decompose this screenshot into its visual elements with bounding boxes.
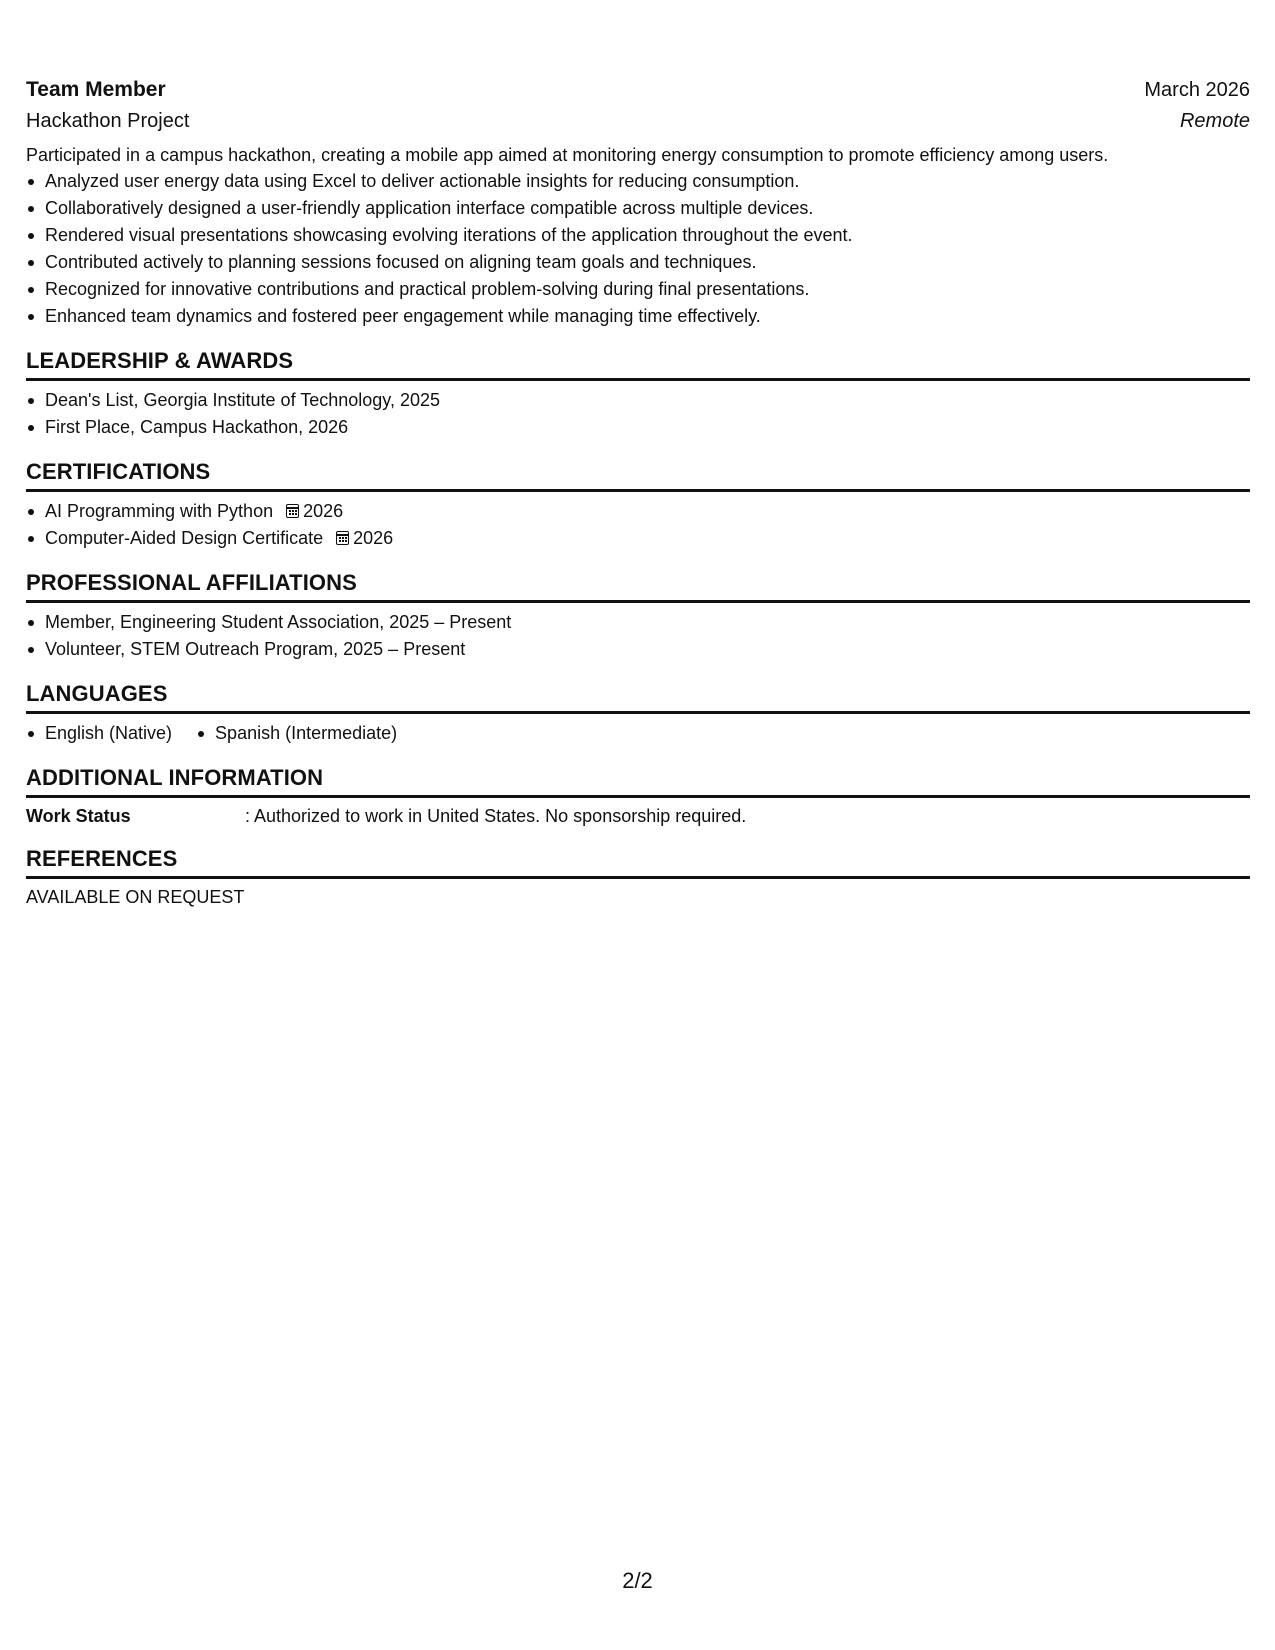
list-item: English (Native) (26, 720, 172, 747)
experience-summary: Participated in a campus hackathon, creating a mobile app aimed at monitoring energy consumption to promote efficiency among users. (26, 145, 1109, 165)
list-item: Collaboratively designed a user-friendly application interface compatible across multiple devices. (26, 195, 1250, 222)
experience-date: March 2026 (1144, 79, 1250, 101)
references-section (26, 844, 1250, 909)
list-item: Enhanced team dynamics and fostered peer engagement while managing time effectively. (26, 303, 1250, 330)
work-status-value: : Authorized to work in United States. No sponsorship required. (245, 806, 747, 826)
section-heading: LANGUAGES (26, 679, 1250, 714)
list-item: Member, Engineering Student Association, 2025 – Present (26, 609, 1250, 636)
section-heading: CERTIFICATIONS (26, 457, 1250, 492)
work-status-row (26, 804, 1250, 828)
calendar-icon (286, 504, 299, 518)
certifications-list (26, 498, 1250, 552)
section-heading: LEADERSHIP & AWARDS (26, 346, 1250, 381)
leadership-list (26, 387, 1250, 441)
certification-year: 2026 (353, 528, 394, 548)
list-item (26, 525, 1250, 552)
list-item: Spanish (Intermediate) (196, 720, 397, 747)
list-item: First Place, Campus Hackathon, 2026 (26, 414, 1250, 441)
experience-location: Remote (1179, 110, 1250, 132)
affiliations-list (26, 609, 1250, 663)
affiliations-section (26, 568, 1250, 663)
calendar-icon (336, 531, 349, 545)
section-heading: PROFESSIONAL AFFILIATIONS (26, 568, 1250, 603)
list-item: Volunteer, STEM Outreach Program, 2025 – Present (26, 636, 1250, 663)
list-item (26, 498, 1250, 525)
additional-info-section (26, 763, 1250, 828)
section-heading: ADDITIONAL INFORMATION (26, 763, 1250, 798)
leadership-section (26, 346, 1250, 441)
languages-section (26, 679, 1250, 747)
certification-name: Computer-Aided Design Certificate (45, 528, 324, 548)
list-item: Rendered visual presentations showcasing evolving iterations of the application throughout the event. (26, 222, 1250, 249)
list-item: Dean's List, Georgia Institute of Technology, 2025 (26, 387, 1250, 414)
list-item: Contributed actively to planning sessions focused on aligning team goals and techniques. (26, 249, 1250, 276)
work-status-label: Work Status (26, 806, 131, 826)
experience-role: Team Member (26, 78, 166, 101)
experience-organization: Hackathon Project (26, 110, 190, 132)
experience-entry (26, 78, 1250, 330)
list-item: Recognized for innovative contributions and practical problem-solving during final presentations. (26, 276, 1250, 303)
resume-page (26, 0, 1250, 909)
section-heading: REFERENCES (26, 844, 1250, 879)
certifications-section (26, 457, 1250, 552)
list-item: Analyzed user energy data using Excel to deliver actionable insights for reducing consumption. (26, 168, 1250, 195)
certification-year: 2026 (303, 501, 344, 521)
experience-bullets (26, 168, 1250, 330)
certification-name: AI Programming with Python (45, 501, 274, 521)
references-text: AVAILABLE ON REQUEST (26, 887, 245, 907)
languages-list (26, 720, 1250, 747)
page-number: 2/2 (622, 1568, 653, 1593)
